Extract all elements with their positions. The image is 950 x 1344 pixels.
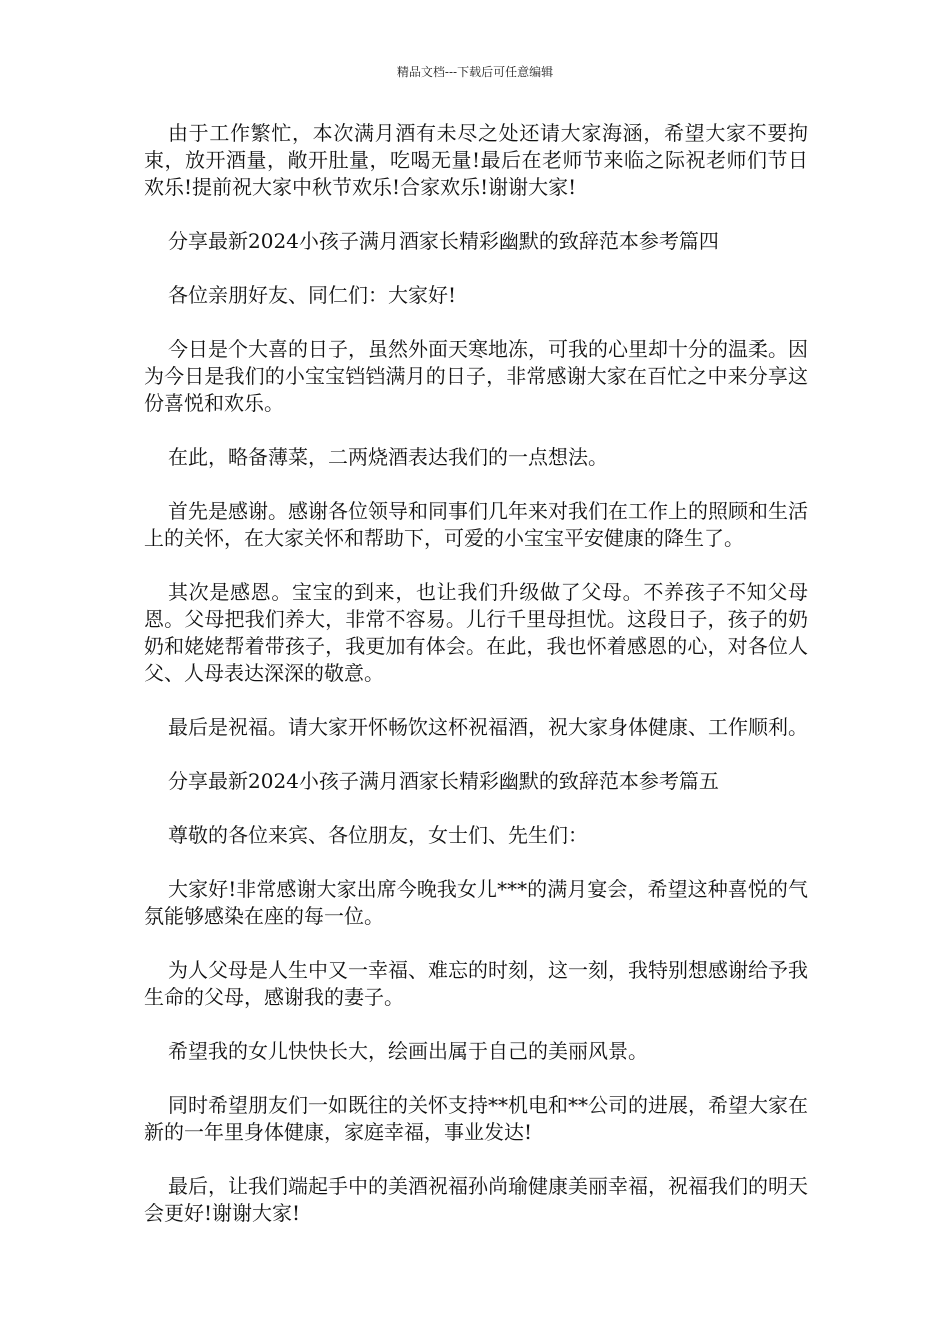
paragraph: 今日是个大喜的日子，虽然外面天寒地冻，可我的心里却十分的温柔。因为今日是我们的小宝宝铛铛满月的日子，非常感谢大家在百忙之中来分享这份喜悦和欢乐。 bbox=[144, 337, 808, 415]
paragraph-greeting: 尊敬的各位来宾、各位朋友，女士们、先生们： bbox=[168, 823, 588, 847]
paragraph-greeting: 各位亲朋好友、同仁们：大家好! bbox=[168, 283, 457, 307]
page-header: 精品文档---下载后可任意编辑 bbox=[396, 65, 554, 79]
paragraph: 大家好!非常感谢大家出席今晚我女儿***的满月宴会，希望这种喜悦的气氛能够感染在座的每一位。 bbox=[144, 877, 808, 928]
section-heading-5: 分享最新2024小孩子满月酒家长精彩幽默的致辞范本参考篇五 bbox=[168, 769, 719, 793]
paragraph: 其次是感恩。宝宝的到来，也让我们升级做了父母。不养孩子不知父母恩。父母把我们养大，非常不容易。儿行千里母担忧。这段日子，孩子的奶奶和姥姥帮着带孩子，我更加有体会。在此，我也怀着感恩的心，对各位人父、人母表达深深的敬意。 bbox=[144, 580, 808, 685]
paragraph: 在此，略备薄菜，二两烧酒表达我们的一点想法。 bbox=[168, 445, 608, 469]
paragraph-closing-remarks: 由于工作繁忙，本次满月酒有未尽之处还请大家海涵，希望大家不要拘束，放开酒量，敞开肚量，吃喝无量!最后在老师节来临之际祝老师们节日欢乐!提前祝大家中秋节欢乐!合家欢乐!谢谢大家! bbox=[144, 121, 808, 199]
paragraph: 最后，让我们端起手中的美酒祝福孙尚瑜健康美丽幸福，祝福我们的明天会更好!谢谢大家! bbox=[144, 1174, 808, 1225]
document-body bbox=[144, 120, 808, 1254]
section-heading-4: 分享最新2024小孩子满月酒家长精彩幽默的致辞范本参考篇四 bbox=[168, 229, 719, 253]
paragraph: 希望我的女儿快快长大，绘画出属于自己的美丽风景。 bbox=[168, 1039, 648, 1063]
paragraph: 同时希望朋友们一如既往的关怀支持**机电和**公司的进展，希望大家在新的一年里身体健康，家庭幸福，事业发达! bbox=[144, 1093, 808, 1144]
paragraph: 最后是祝福。请大家开怀畅饮这杯祝福酒，祝大家身体健康、工作顺利。 bbox=[168, 715, 808, 739]
paragraph: 首先是感谢。感谢各位领导和同事们几年来对我们在工作上的照顾和生活上的关怀，在大家关怀和帮助下，可爱的小宝宝平安健康的降生了。 bbox=[144, 499, 808, 550]
paragraph: 为人父母是人生中又一幸福、难忘的时刻，这一刻，我特别想感谢给予我生命的父母，感谢我的妻子。 bbox=[144, 958, 808, 1009]
